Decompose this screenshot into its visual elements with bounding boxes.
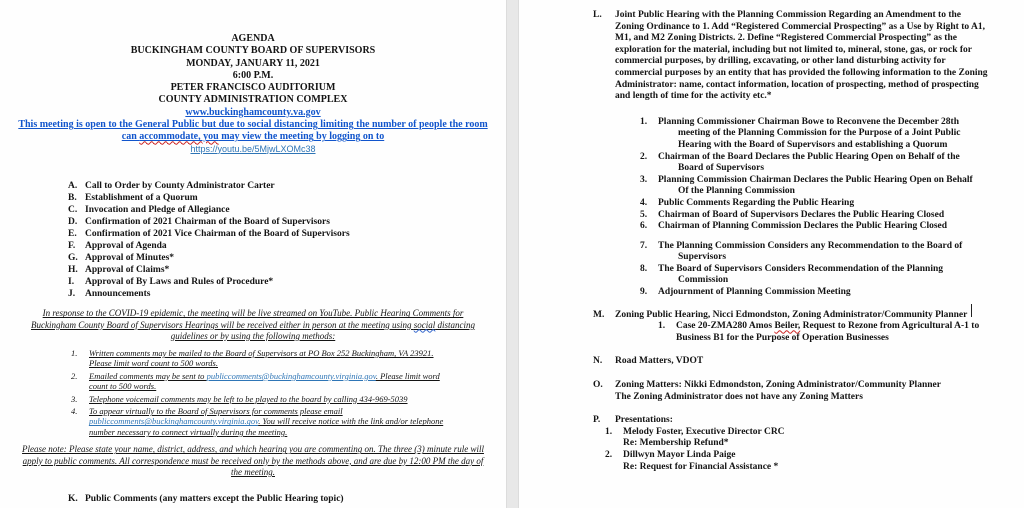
item-text: Approval of Agenda [85,241,167,252]
doc-venue2: COUNTY ADMINISTRATION COMPLEX [158,94,348,106]
item-text: Approval of Claims* [85,265,170,276]
item-letter: G. [68,253,78,264]
step-text: The Planning Commission Considers any Recommendation to the Board of Supervisors [658,240,963,263]
method-number: 2. [71,370,78,381]
item-text: Zoning Public Hearing, Nicci Edmondston, Zoning Administrator/Community Planner [615,309,968,320]
hearing-step-6 [640,221,974,233]
step-text: Chairman of the Board Declares the Public Hearing Open on Behalf of the Board of Supervisors [658,151,960,174]
method-text: . Please limit word count to 500 words. [89,370,440,392]
hearing-step-3 [640,175,974,198]
item-text-line2: The Zoning Administrator does not have any Zoning Matters [615,391,863,402]
please-note-paragraph: Please note: Please state your name, district, address, and which hearing you are commenting on. The three (3) minute rule will apply to public comments. All correspondence must be received only by the methods above, and are due by 12:00 PM the day of the meeting. [22,444,484,478]
step-number: 5. [640,209,648,220]
text-cursor [971,304,972,317]
item-letter: P. [593,415,601,426]
presenter-name: Dillwyn Mayor Linda Paige [623,450,736,460]
page-gap [506,0,519,508]
item-letter: D. [68,217,78,228]
agenda-item-e [68,228,506,240]
agenda-item-d [68,216,506,228]
step-text: Adjournment of Planning Commission Meeting [658,287,851,298]
item-letter: L. [593,10,602,20]
notice-text: This meeting is open to the General Public but due to social distancing limiting the number of people the room can [18,119,488,143]
method-text: To appear virtually to the Board of Supervisors for comments please email [89,406,343,417]
spellcheck-flagged-text: accommodate, you [139,131,219,143]
agenda-item-i [68,276,506,288]
item-letter: N. [593,356,603,367]
step-text: Chairman of Board of Supervisors Declares the Public Hearing Closed [658,209,945,220]
agenda-item-p [593,415,1024,427]
public-comments-email-link[interactable]: publiccomments@buckinghamcounty.virginia.gov [89,416,259,427]
item-text: Road Matters, VDOT [615,356,704,367]
item-letter: M. [593,309,605,320]
joint-hearing-steps-list [640,117,974,299]
agenda-item-j [68,288,506,300]
hearing-step-5 [640,210,974,222]
agenda-item-c [68,204,506,216]
case-text: Case 20-ZMA280 Amos [676,321,775,332]
agenda-item-a [68,180,506,192]
step-number: 9. [640,287,648,298]
item-letter: F. [68,241,76,252]
presentation-topic: Re: Membership Refund* [623,438,729,449]
item-text: Call to Order by County Administrator Carter [85,180,275,191]
covid-notice-text: In response to the COVID-19 epidemic, the meeting will be live streamed on YouTube. Public Hearing Comments for Buckingham County Board of Supervisors Hearings will be received either in person at the meeting using [30,308,464,330]
agenda-item-o [593,380,997,403]
presentation-topic: Re: Request for Financial Assistance * [623,461,779,472]
comment-method-4 [71,406,449,437]
agenda-item-g [68,252,506,264]
method-text: Emailed comments may be sent to [89,370,207,381]
item-letter: E. [68,229,77,240]
page-2 [519,0,1024,508]
step-number: 1. [640,116,648,127]
county-website-link[interactable]: www.buckinghamcounty.va.gov [185,106,321,118]
presentation-number: 1. [605,426,613,437]
item-letter: O. [593,380,603,391]
item-letter: I. [68,277,75,288]
public-access-notice-link[interactable] [17,119,489,144]
step-number: 2. [640,151,648,162]
item-text: Zoning Matters: Nikki Edmondston, Zoning Administrator/Community Planner [615,380,941,391]
method-number: 4. [71,406,78,417]
method-number: 1. [71,348,78,359]
item-letter: K. [68,493,78,504]
item-text: Approval of By Laws and Rules of Procedure* [85,277,274,288]
item-letter: H. [68,265,78,276]
comment-method-1 [71,348,449,369]
item-text: Public Comments (any matters except the Public Hearing topic) [85,493,344,504]
presenter-name: Melody Foster, Executive Director CRC [623,426,785,437]
step-number: 7. [640,240,648,251]
document-header [0,0,506,156]
method-text: Written comments may be mailed to the Board of Supervisors at PO Box 252 Buckingham, VA 23921. Please limit word count to 500 words. [89,348,434,369]
hearing-step-7 [640,241,974,264]
step-text: Public Comments Regarding the Public Hearing [658,197,855,208]
agenda-item-h [68,264,506,276]
presentation-number: 2. [605,450,613,460]
agenda-item-f [68,240,506,252]
step-number: 4. [640,197,648,208]
agenda-item-k [68,494,506,504]
comment-method-3 [71,394,449,404]
method-text: . You will receive notice with the link and/or telephone number necessary to connect virtually during the meeting. [89,416,444,437]
item-letter: A. [68,180,78,191]
covid-notice-text: distancing guidelines or by using the following methods: [170,319,476,341]
doc-title: AGENDA [231,33,275,44]
doc-date: MONDAY, JANUARY 11, 2021 [186,57,320,69]
agenda-item-n [593,356,1024,368]
item-text: Invocation and Pledge of Allegiance [85,205,230,216]
agenda-item-m [593,310,973,322]
agenda-item-b [68,192,506,204]
zoning-case-item [658,321,1016,344]
case-text: Request to Rezone from Agricultural A-1 to Business B1 for the Purpose of Operation Businesses [676,321,980,343]
presentation-item-2 [605,450,963,473]
comment-method-2 [71,371,449,392]
hearing-step-9 [640,287,974,299]
agenda-items-list [68,180,506,300]
page-1 [0,0,506,508]
step-text: The Board of Supervisors Considers Recommendation of the Planning Commission [658,263,944,286]
step-text: Planning Commission Chairman Declares the Public Hearing Open on Behalf Of the Planning Commission [658,174,973,197]
item-letter: J. [68,289,76,300]
grammar-flagged-text: social [413,319,436,330]
covid-streaming-notice [26,308,480,342]
method-text: Telephone voicemail comments may be left to be played to the board by calling 434-969-5039 [89,393,408,404]
item-text: Confirmation of 2021 Chairman of the Board of Supervisors [85,217,330,228]
step-number: 3. [640,174,648,185]
hearing-step-2 [640,152,974,175]
youtube-stream-link[interactable]: https://youtu.be/5MjwLXOMc38 [190,143,316,154]
method-number: 3. [71,393,78,404]
step-number: 6. [640,221,648,232]
step-text: Chairman of Planning Commission Declares the Public Hearing Closed [658,221,948,232]
item-letter: C. [68,205,78,216]
comment-methods-list [71,348,449,437]
item-text: Announcements [85,289,151,300]
case-number-label: 1. [658,321,666,332]
item-text: Joint Public Hearing with the Planning Commission Regarding an Amendment to the Zoning Ordinance to 1. Add “Registered Commercial Prospecting” as a Use by Right to A1, M1, and M2 Zoning Districts. 2. Define “Registered Commercial Prospecting” as the exploration for the material, including but not limited to, mineral, stone, gas, or rock for commercial purposes, by drilling, excavating, or other land disturbing activity for commercial purposes by an entity that has provided the following information to the Zoning Administrator: name, contact information, location of prospecting, method of prospecting and length of time for the activity etc.* [615,10,988,102]
hearing-step-8 [640,264,974,287]
doc-time: 6:00 P.M. [232,69,274,81]
presentation-item-1 [605,427,963,450]
public-comments-email-link[interactable]: publiccomments@buckinghamcounty.virginia.gov [206,370,376,381]
notice-text: may view the meeting by logging on to [218,131,385,143]
agenda-item-l [593,10,989,103]
doc-venue: PETER FRANCISCO AUDITORIUM [170,82,336,94]
hearing-step-4 [640,198,974,210]
doc-org: BUCKINGHAM COUNTY BOARD OF SUPERVISORS [130,45,376,57]
item-text: Establishment of a Quorum [85,193,198,204]
spellcheck-flagged-name: Beiler, [774,321,801,332]
step-number: 8. [640,263,648,274]
item-text: Presentations: [615,415,673,426]
hearing-step-1 [640,117,974,152]
item-text: Approval of Minutes* [85,253,175,264]
step-text: Planning Commissioner Chairman Bowe to Reconvene the December 28th meeting of the Planning Commission for the Purpose of a Joint Public Hearing with the Board of Supervisors and establishing a Quorum [658,116,961,150]
item-text: Confirmation of 2021 Vice Chairman of the Board of Supervisors [85,229,350,240]
item-letter: B. [68,193,77,204]
